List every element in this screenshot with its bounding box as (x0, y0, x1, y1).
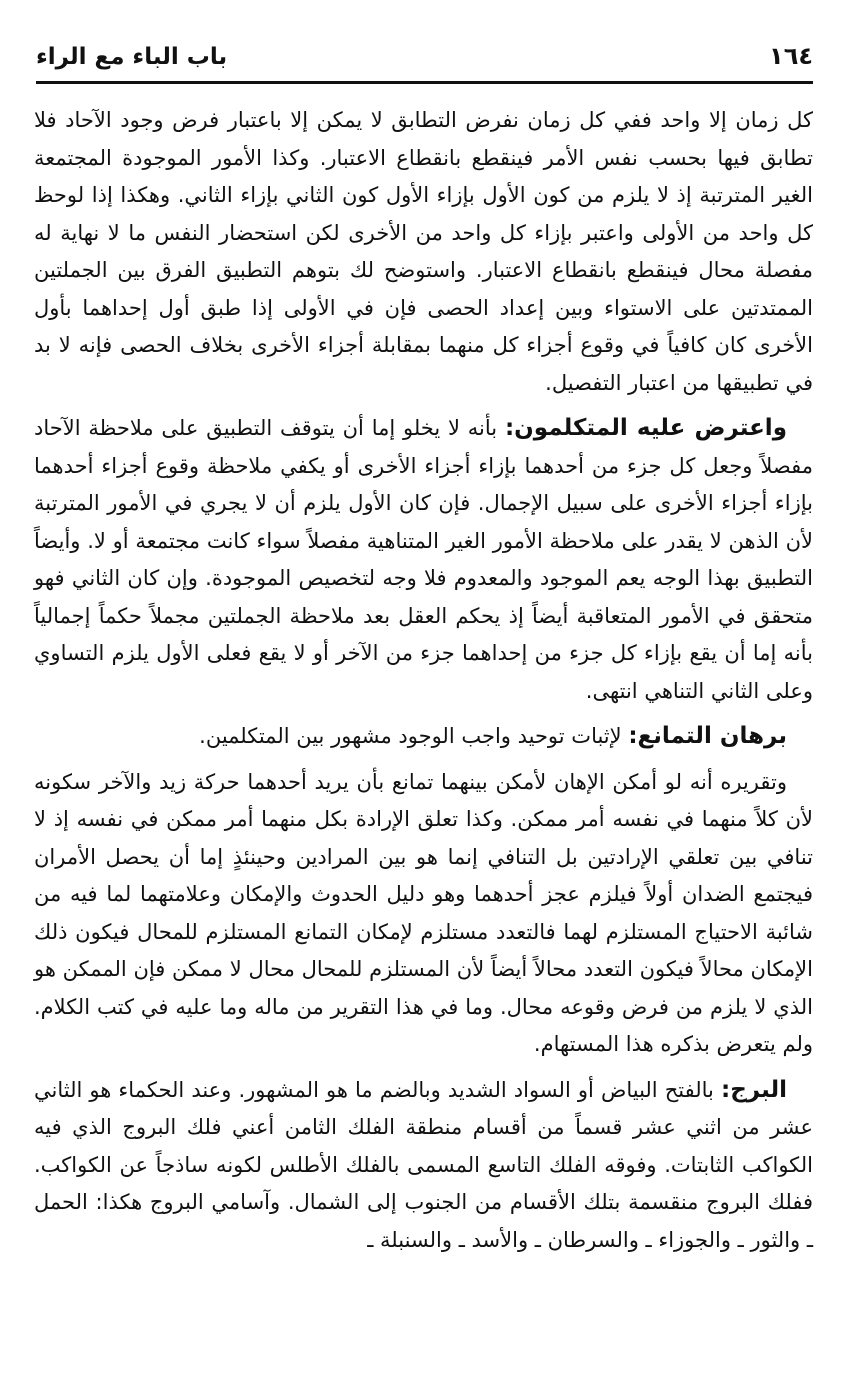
entry-term: واعترض عليه المتكلمون: (504, 415, 787, 441)
paragraph-text: لإثبات توحيد واجب الوجود مشهور بين المتكلمين. (199, 724, 629, 748)
paragraph (34, 1072, 813, 1260)
paragraph (34, 102, 813, 402)
paragraph (34, 718, 813, 756)
paragraph-text: كل زمان إلا واحد ففي كل زمان نفرض التطابق لا يمكن إلا باعتبار فرض وجود الآحاد فلا تطابق فيها بحسب نفس الأمر فينقطع بانقطاع الاعتبار. وكذا الأمور الموجودة المجتمعة الغير المترتبة إذ لا يلزم من كون الأول بإزاء الأول كون الثاني بإزاء الثاني. وهكذا إذا لوحظ كل واحد من الأولى واعتبر بإزاء كل واحد من الأخرى لكن استحضار النفس ما لا نهاية له مفصلة محال فينقطع بانقطاع الاعتبار. واستوضح لك بتوهم التطبيق الفرق بين الجملتين الممتدتين على الاستواء وبين إعداد الحصى فإن في الأولى إذا طبق أول إحداهما بأول الأخرى كان كافياً في وقوع أجزاء كل منهما بمقابلة أجزاء الأخرى بخلاف الحصى فإنه لا بد في تطبيقها من اعتبار التفصيل. (34, 108, 813, 395)
paragraph-text: وتقريره أنه لو أمكن الإهان لأمكن بينهما تمانع بأن يريد أحدهما حركة زيد والآخر سكونه لأن كلاً منهما في نفسه أمر ممكن. وكذا تعلق الإرادة بكل منهما أمر ممكن في نفسه إذ لا تنافي بين تعلقي الإرادتين بل التنافي إنما هو بين المرادين وحينئذٍ إما أن يحصل الأمران فيجتمع الضدان أولاً فيلزم عجز أحدهما وهو دليل الحدوث والإمكان وعلامتهما لما فيه من شائبة الاحتياج المستلزم لهما فالتعدد مستلزم لإمكان التمانع المستلزم للمحال فيكون ذلك الإمكان محالاً فيكون التعدد محالاً أيضاً لأن المستلزم للمحال محال لا ممكن فإن الممكن هو الذي لا يلزم من فرض وقوعه محال. وما في هذا التقرير من ماله وما عليه في كتب الكلام. ولم يتعرض بذكره هذا المستهام. (34, 769, 813, 1056)
entry-term: البرج: (721, 1076, 787, 1103)
page-header (36, 38, 813, 84)
page-number: ١٦٤ (769, 42, 813, 70)
header-divider (36, 81, 813, 84)
paragraph (34, 764, 813, 1064)
paragraph (34, 410, 813, 710)
paragraph-text: بالفتح البياض أو السواد الشديد وبالضم ما هو المشهور. وعند الحكماء هو الثاني عشر من اثني عشر قسماً من أقسام منطقة الفلك الثامن أعني فلك البروج الذي فيه الكواكب الثابتات. وفوقه الفلك التاسع المسمى بالفلك الأطلس لكونه ساذجاً عن الكواكب. ففلك البروج منقسمة بتلك الأقسام من الجنوب إلى الشمال. وآسامي البروج هكذا: الحمل ـ والثور ـ والجوزاء ـ والسرطان ـ والأسد ـ والسنبلة ـ (34, 1077, 813, 1252)
body-text (34, 102, 813, 1267)
paragraph-text: بأنه لا يخلو إما أن يتوقف التطبيق على ملاحظة الآحاد مفصلاً وجعل كل جزء من أحدهما بإزاء أجزاء الأخرى أو يكفي ملاحظة وقوع أجزاء أحدهما بإزاء أجزاء الأخرى على سبيل الإجمال. فإن كان الأول يلزم أن لا يجري في الأمور المترتبة لأن الذهن لا يقدر على ملاحظة الأمور الغير المتناهية مفصلاً سواء كانت مجتمعة أو لا. وأيضاً التطبيق بهذا الوجه يعم الموجود والمعدوم فلا وجه لتخصيص الموجودة. وإن كان الثاني فهو متحقق في الأمور المتعاقبة أيضاً إذ يحكم العقل بعد ملاحظة الجملتين مجملاً حكماً إجمالياً بأنه إما أن يقع بإزاء كل جزء من إحداهما جزء من الآخر أو لا يقع فعلى الأول يلزم التساوي وعلى الثاني التناهي انتهى. (34, 416, 813, 703)
running-header-title: باب الباء مع الراء (36, 44, 228, 70)
entry-term: برهان التمانع: (628, 723, 787, 749)
